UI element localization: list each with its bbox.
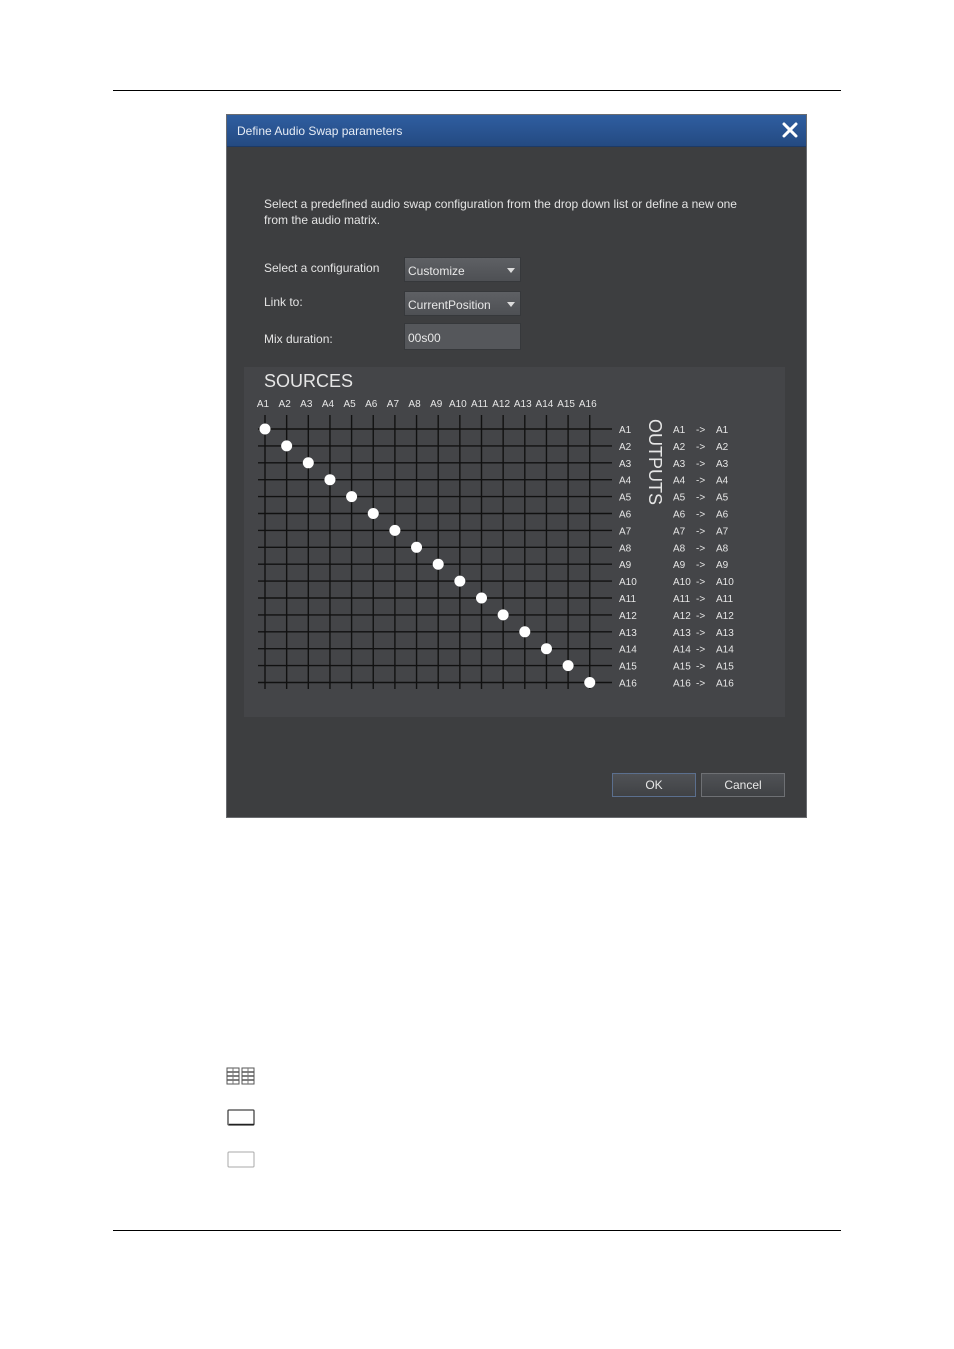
dialog-description: Select a predefined audio swap configuration from the drop down list or define a new one from the audio matrix. [264, 197, 737, 227]
mapping-output: A9 [716, 560, 729, 572]
audio-matrix-panel [244, 367, 785, 717]
mapping-output: A10 [716, 577, 734, 589]
mapping-arrow: -> [696, 526, 706, 538]
mapping-output: A12 [716, 610, 734, 622]
audio-matrix[interactable] [244, 367, 785, 717]
source-label: A4 [321, 399, 335, 410]
source-label: A3 [300, 399, 313, 410]
output-label: A9 [619, 560, 632, 572]
source-label: A7 [386, 399, 400, 410]
mapping-output: A2 [716, 441, 729, 453]
mapping-arrow: -> [696, 627, 706, 639]
output-label: A15 [619, 661, 637, 673]
source-label: A8 [408, 399, 421, 410]
mapping-source: A8 [673, 543, 686, 555]
sources-title: SOURCES [264, 371, 354, 391]
routing-dot[interactable] [584, 677, 595, 688]
mapping-arrow: -> [696, 441, 706, 453]
output-label: A5 [619, 492, 632, 504]
mapping-source: A4 [673, 475, 686, 487]
routing-dot[interactable] [346, 491, 357, 502]
source-label: A9 [430, 399, 443, 410]
mapping-output: A15 [716, 661, 734, 673]
mapping-source: A9 [673, 560, 686, 572]
routing-dot[interactable] [476, 593, 487, 604]
mapping-output: A13 [716, 627, 734, 639]
source-label: A11 [470, 399, 489, 410]
mapping-source: A1 [673, 425, 686, 436]
output-label: A14 [619, 644, 637, 656]
routing-dot[interactable] [498, 609, 509, 620]
source-label: A12 [492, 399, 511, 410]
mapping-output: A5 [716, 492, 729, 504]
dialog-titlebar [227, 115, 806, 147]
routing-dot[interactable] [368, 508, 379, 519]
mapping-arrow: -> [696, 644, 706, 656]
output-label: A11 [619, 594, 637, 605]
ok-button[interactable]: OK [612, 773, 696, 797]
mapping-output: A16 [716, 678, 734, 690]
source-label: A15 [557, 399, 575, 410]
config-dropdown-value: Customize [408, 264, 465, 278]
mapping-source: A15 [673, 661, 691, 673]
mapping-output: A3 [716, 458, 729, 470]
routing-dot[interactable] [324, 474, 335, 485]
mapping-output: A4 [716, 475, 729, 487]
mapping-arrow: -> [696, 458, 706, 470]
source-label: A1 [256, 399, 270, 410]
dialog-title: Define Audio Swap parameters [237, 124, 403, 138]
mapping-source: A13 [673, 627, 691, 639]
mapping-arrow: -> [696, 425, 706, 436]
mapping-arrow: -> [696, 509, 706, 521]
output-label: A10 [619, 577, 637, 589]
mapping-source: A11 [673, 594, 691, 605]
mapping-source: A6 [673, 509, 686, 521]
mapping-arrow: -> [696, 577, 706, 589]
mapping-output: A7 [716, 526, 729, 538]
mapping-arrow: -> [696, 610, 706, 622]
output-label: A7 [619, 526, 632, 538]
routing-dot[interactable] [541, 643, 552, 654]
output-label: A2 [619, 441, 632, 453]
mapping-source: A5 [673, 492, 686, 504]
routing-dot[interactable] [303, 457, 314, 468]
mapping-arrow: -> [696, 475, 706, 487]
routing-dot[interactable] [389, 525, 400, 536]
audio-swap-dialog [226, 114, 807, 818]
page-header-rule [113, 90, 841, 91]
routing-dot[interactable] [260, 424, 271, 435]
source-label: A16 [578, 399, 597, 410]
matrix-grid-icon [226, 1066, 256, 1086]
output-label: A3 [619, 458, 632, 470]
mapping-output: A11 [716, 594, 734, 605]
routing-dot[interactable] [281, 440, 292, 451]
source-label: A5 [343, 399, 356, 410]
link-label: Link to: [264, 295, 303, 309]
button-plain-icon [226, 1150, 256, 1170]
mapping-source: A3 [673, 458, 686, 470]
source-label: A6 [365, 399, 378, 410]
mapping-source: A12 [673, 610, 691, 622]
cancel-button[interactable]: Cancel [701, 773, 785, 797]
output-label: A6 [619, 509, 632, 521]
link-dropdown-value: CurrentPosition [408, 298, 491, 312]
config-dropdown[interactable] [404, 257, 521, 282]
mapping-source: A10 [673, 577, 691, 589]
output-label: A8 [619, 543, 632, 555]
mapping-output: A14 [716, 644, 734, 656]
source-label: A14 [535, 399, 554, 410]
link-dropdown[interactable] [404, 291, 521, 316]
routing-dot[interactable] [454, 576, 465, 587]
mapping-arrow: -> [696, 492, 706, 504]
mapping-source: A16 [673, 678, 691, 690]
mapping-arrow: -> [696, 543, 706, 555]
source-label: A2 [278, 399, 291, 410]
page-footer-rule [113, 1230, 841, 1231]
config-label: Select a configuration [264, 261, 380, 275]
mapping-arrow: -> [696, 594, 706, 605]
mapping-arrow: -> [696, 560, 706, 572]
output-label: A4 [619, 475, 632, 487]
output-label: A16 [619, 678, 637, 690]
output-label: A12 [619, 610, 637, 622]
routing-dot[interactable] [519, 626, 530, 637]
mapping-source: A2 [673, 441, 686, 453]
mapping-output: A1 [716, 425, 729, 436]
outputs-title: OUTPUTS [645, 419, 665, 506]
routing-dot[interactable] [563, 660, 574, 671]
mix-duration-field[interactable] [404, 323, 521, 350]
close-icon[interactable] [780, 120, 800, 140]
mapping-source: A14 [673, 644, 691, 656]
mapping-source: A7 [673, 526, 686, 538]
source-label: A13 [513, 399, 532, 410]
mapping-arrow: -> [696, 661, 706, 673]
chevron-down-icon [507, 268, 515, 273]
chevron-down-icon [507, 302, 515, 307]
button-pressed-icon [226, 1108, 256, 1128]
mapping-output: A6 [716, 509, 729, 521]
mapping-arrow: -> [696, 678, 706, 690]
output-label: A1 [619, 425, 632, 436]
mix-duration-label: Mix duration: [264, 332, 333, 346]
routing-dot[interactable] [433, 559, 444, 570]
routing-dot[interactable] [411, 542, 422, 553]
mapping-output: A8 [716, 543, 729, 555]
output-label: A13 [619, 627, 637, 639]
source-label: A10 [448, 399, 467, 410]
